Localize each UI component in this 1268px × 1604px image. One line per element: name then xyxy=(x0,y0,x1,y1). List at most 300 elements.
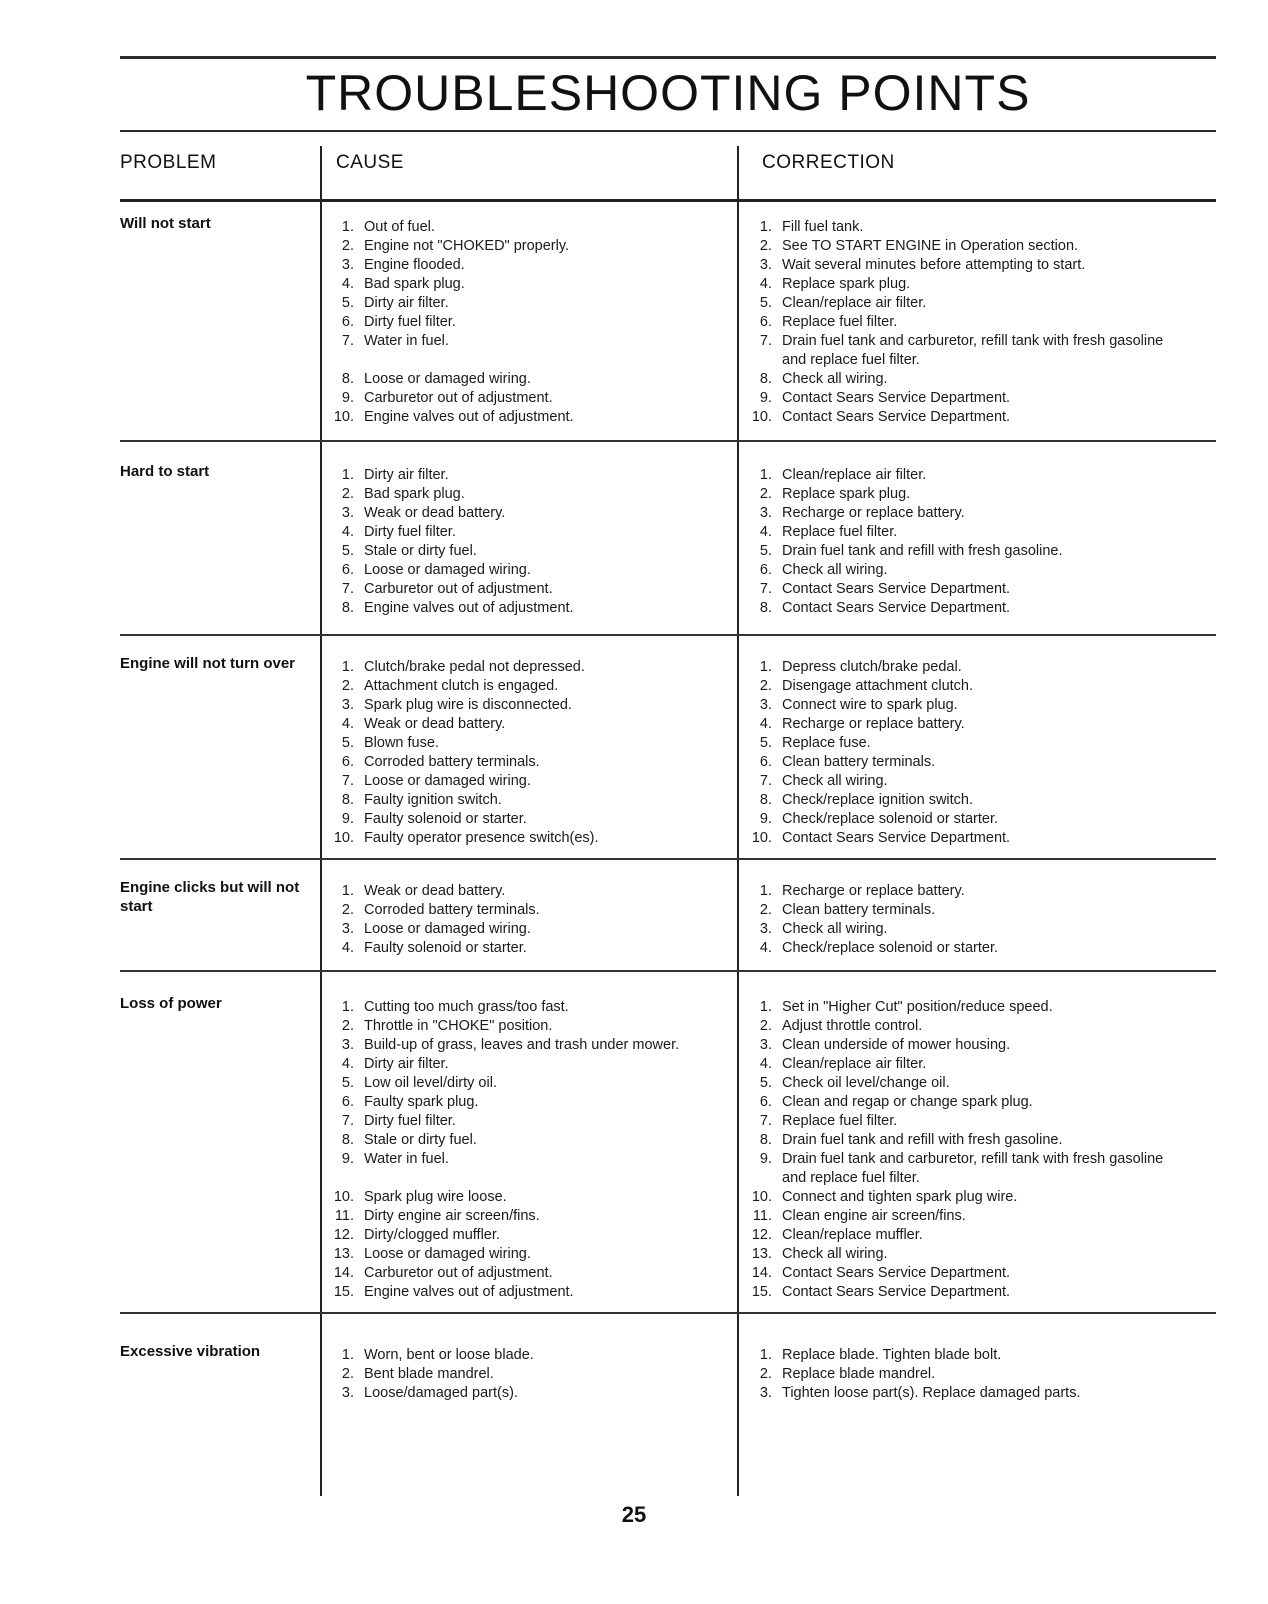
list-item xyxy=(750,408,1190,427)
problem-label: Engine will not turn over xyxy=(120,655,296,672)
list-item xyxy=(332,294,727,313)
item-number: 7. xyxy=(759,581,772,597)
item-text: Recharge or replace battery. xyxy=(782,716,965,732)
item-number: 7. xyxy=(341,333,354,349)
item-text: Engine not "CHOKED" properly. xyxy=(364,238,570,254)
item-number: 10. xyxy=(751,830,772,846)
list-item xyxy=(332,882,727,901)
list-item xyxy=(332,715,727,734)
item-text: Check oil level/change oil. xyxy=(782,1075,950,1091)
item-text: Water in fuel. xyxy=(364,333,449,349)
item-text: Dirty fuel filter. xyxy=(364,314,456,330)
item-text: Bad spark plug. xyxy=(364,276,465,292)
list-item xyxy=(750,1207,1190,1226)
list-item xyxy=(332,677,727,696)
list-item xyxy=(332,920,727,939)
item-number: 9. xyxy=(341,811,354,827)
item-text: Fill fuel tank. xyxy=(782,219,864,235)
item-number: 6. xyxy=(759,1094,772,1110)
item-number: 7. xyxy=(341,581,354,597)
list-item xyxy=(750,237,1190,256)
item-text: Stale or dirty fuel. xyxy=(364,1132,477,1148)
item-text: Contact Sears Service Department. xyxy=(782,830,1011,846)
item-number: 1. xyxy=(341,999,354,1015)
item-text: Faulty spark plug. xyxy=(364,1094,479,1110)
item-text: Contact Sears Service Department. xyxy=(782,581,1011,597)
item-text: Faulty operator presence switch(es). xyxy=(364,830,599,846)
list-item xyxy=(332,1207,727,1226)
list-item xyxy=(332,313,727,332)
column-divider-cause xyxy=(320,146,322,1496)
header-cause: CAUSE xyxy=(336,152,404,173)
list-item xyxy=(750,561,1190,580)
section-4 xyxy=(120,990,1216,1300)
item-number: 10. xyxy=(333,830,354,846)
list-item xyxy=(750,882,1190,901)
list-item xyxy=(750,1017,1190,1036)
correction-list xyxy=(750,658,1190,848)
problem-label: Hard to start xyxy=(120,463,210,480)
correction-list xyxy=(750,998,1190,1302)
list-item xyxy=(332,901,727,920)
problem-label: Excessive vibration xyxy=(120,1343,261,1360)
item-text: Blown fuse. xyxy=(364,735,439,751)
list-item xyxy=(332,275,727,294)
item-number: 5. xyxy=(759,543,772,559)
list-item xyxy=(332,256,727,275)
item-number: 10. xyxy=(333,1189,354,1205)
list-item xyxy=(332,753,727,772)
item-text: Check all wiring. xyxy=(782,1246,888,1262)
list-item xyxy=(332,408,727,427)
list-item xyxy=(750,734,1190,753)
list-item xyxy=(750,256,1190,275)
item-text: Drain fuel tank and refill with fresh gasoline. xyxy=(782,1132,1063,1148)
item-number: 2. xyxy=(759,238,772,254)
item-text: Wait several minutes before attempting to start. xyxy=(782,257,1086,273)
list-item xyxy=(332,810,727,829)
item-text: Worn, bent or loose blade. xyxy=(364,1347,534,1363)
list-item xyxy=(332,580,727,599)
item-text: Weak or dead battery. xyxy=(364,883,506,899)
list-item xyxy=(332,237,727,256)
item-number: 1. xyxy=(341,659,354,675)
item-text: Check/replace solenoid or starter. xyxy=(782,811,998,827)
list-item xyxy=(332,485,727,504)
item-text: Contact Sears Service Department. xyxy=(782,1265,1011,1281)
list-item xyxy=(332,939,727,958)
item-text: Spark plug wire is disconnected. xyxy=(364,697,572,713)
item-number: 5. xyxy=(341,735,354,751)
list-item xyxy=(750,901,1190,920)
item-text: Bent blade mandrel. xyxy=(364,1366,494,1382)
list-item xyxy=(750,1150,1190,1188)
problem-label: Loss of power xyxy=(120,995,222,1012)
list-item xyxy=(750,542,1190,561)
item-number: 1. xyxy=(759,1347,772,1363)
item-text: Dirty fuel filter. xyxy=(364,524,456,540)
correction-list xyxy=(750,466,1190,618)
item-text: Faulty solenoid or starter. xyxy=(364,940,527,956)
item-number: 13. xyxy=(751,1246,772,1262)
list-item xyxy=(332,829,727,848)
list-item xyxy=(750,753,1190,772)
item-number: 6. xyxy=(341,314,354,330)
item-text: Check all wiring. xyxy=(782,773,888,789)
list-item xyxy=(332,1188,727,1207)
item-number: 8. xyxy=(341,792,354,808)
item-text: Dirty/clogged muffler. xyxy=(364,1227,500,1243)
item-number: 2. xyxy=(341,678,354,694)
section-1 xyxy=(120,458,1216,616)
item-number: 5. xyxy=(341,1075,354,1091)
list-item xyxy=(750,998,1190,1017)
section-rule xyxy=(120,858,1216,860)
list-item xyxy=(750,1055,1190,1074)
item-number: 13. xyxy=(333,1246,354,1262)
item-text: Attachment clutch is engaged. xyxy=(364,678,559,694)
list-item xyxy=(332,1346,727,1365)
item-number: 4. xyxy=(341,276,354,292)
item-number: 4. xyxy=(759,276,772,292)
item-number: 3. xyxy=(341,921,354,937)
item-text: Out of fuel. xyxy=(364,219,435,235)
item-number: 6. xyxy=(341,754,354,770)
list-item xyxy=(750,829,1190,848)
item-text: Clean engine air screen/fins. xyxy=(782,1208,966,1224)
cause-list xyxy=(332,218,727,427)
item-number: 15. xyxy=(751,1284,772,1300)
list-item xyxy=(332,1131,727,1150)
item-text: Recharge or replace battery. xyxy=(782,883,965,899)
item-number: 4. xyxy=(759,716,772,732)
item-text: Engine valves out of adjustment. xyxy=(364,409,574,425)
header-problem: PROBLEM xyxy=(120,152,217,173)
list-item xyxy=(750,772,1190,791)
header-correction: CORRECTION xyxy=(762,152,895,173)
list-item xyxy=(332,1384,727,1403)
item-text: Corroded battery terminals. xyxy=(364,902,540,918)
item-number: 3. xyxy=(759,505,772,521)
item-text: Stale or dirty fuel. xyxy=(364,543,477,559)
item-number: 3. xyxy=(759,921,772,937)
item-number: 7. xyxy=(759,1113,772,1129)
list-item xyxy=(332,561,727,580)
list-item xyxy=(750,1365,1190,1384)
correction-list xyxy=(750,218,1190,427)
item-number: 9. xyxy=(759,1151,772,1167)
item-number: 4. xyxy=(759,1056,772,1072)
list-item xyxy=(750,523,1190,542)
column-divider-correction xyxy=(737,146,739,1496)
section-5 xyxy=(120,1338,1216,1401)
list-item xyxy=(750,939,1190,958)
list-item xyxy=(332,599,727,618)
item-number: 2. xyxy=(759,1366,772,1382)
list-item xyxy=(332,1017,727,1036)
list-item xyxy=(750,1226,1190,1245)
item-text: Low oil level/dirty oil. xyxy=(364,1075,497,1091)
item-text: Throttle in "CHOKE" position. xyxy=(364,1018,553,1034)
list-item xyxy=(750,1093,1190,1112)
list-item xyxy=(332,998,727,1017)
item-number: 2. xyxy=(759,486,772,502)
list-item xyxy=(332,332,727,370)
cause-list xyxy=(332,1346,727,1403)
item-text: Clean underside of mower housing. xyxy=(782,1037,1011,1053)
item-number: 3. xyxy=(759,697,772,713)
list-item xyxy=(750,275,1190,294)
item-number: 2. xyxy=(759,678,772,694)
item-number: 9. xyxy=(759,390,772,406)
item-text: Clean battery terminals. xyxy=(782,754,936,770)
list-item xyxy=(332,504,727,523)
list-item xyxy=(750,810,1190,829)
section-rule xyxy=(120,1312,1216,1314)
item-text: Clean and regap or change spark plug. xyxy=(782,1094,1033,1110)
item-number: 1. xyxy=(341,467,354,483)
item-text: Weak or dead battery. xyxy=(364,505,506,521)
item-number: 7. xyxy=(759,333,772,349)
item-text: Replace fuel filter. xyxy=(782,1113,898,1129)
list-item xyxy=(332,1093,727,1112)
item-text: Clean battery terminals. xyxy=(782,902,936,918)
item-number: 7. xyxy=(341,773,354,789)
item-number: 5. xyxy=(759,735,772,751)
list-item xyxy=(332,389,727,408)
item-number: 7. xyxy=(341,1113,354,1129)
item-text: Carburetor out of adjustment. xyxy=(364,581,553,597)
list-item xyxy=(332,1036,727,1055)
list-item xyxy=(332,734,727,753)
item-number: 8. xyxy=(759,600,772,616)
section-rule xyxy=(120,440,1216,442)
item-text: Clean/replace air filter. xyxy=(782,295,927,311)
item-text: Dirty fuel filter. xyxy=(364,1113,456,1129)
item-number: 5. xyxy=(341,543,354,559)
cause-list xyxy=(332,658,727,848)
list-item xyxy=(750,658,1190,677)
item-number: 9. xyxy=(341,1151,354,1167)
item-number: 2. xyxy=(759,1018,772,1034)
item-text: Replace spark plug. xyxy=(782,276,911,292)
item-number: 7. xyxy=(759,773,772,789)
list-item xyxy=(750,599,1190,618)
item-text: Loose or damaged wiring. xyxy=(364,371,531,387)
item-number: 5. xyxy=(759,1075,772,1091)
item-text: Clean/replace air filter. xyxy=(782,467,927,483)
item-text: Replace spark plug. xyxy=(782,486,911,502)
item-text: Set in "Higher Cut" position/reduce speed. xyxy=(782,999,1053,1015)
header-rule xyxy=(120,199,1216,202)
item-number: 6. xyxy=(759,754,772,770)
item-text: Faulty ignition switch. xyxy=(364,792,502,808)
item-number: 2. xyxy=(341,486,354,502)
item-text: Water in fuel. xyxy=(364,1151,449,1167)
problem-label: Will not start xyxy=(120,215,211,232)
list-item xyxy=(332,218,727,237)
item-text: Loose/damaged part(s). xyxy=(364,1385,518,1401)
section-0 xyxy=(120,210,1216,425)
list-item xyxy=(750,677,1190,696)
list-item xyxy=(750,485,1190,504)
list-item xyxy=(750,218,1190,237)
list-item xyxy=(750,389,1190,408)
item-number: 11. xyxy=(752,1208,772,1224)
list-item xyxy=(332,1264,727,1283)
list-item xyxy=(750,332,1190,370)
item-number: 8. xyxy=(759,792,772,808)
item-number: 2. xyxy=(341,1018,354,1034)
item-number: 8. xyxy=(341,371,354,387)
list-item xyxy=(332,542,727,561)
list-item xyxy=(332,1055,727,1074)
item-number: 2. xyxy=(341,1366,354,1382)
list-item xyxy=(750,466,1190,485)
item-number: 9. xyxy=(759,811,772,827)
item-number: 4. xyxy=(341,716,354,732)
item-text: Replace fuel filter. xyxy=(782,524,898,540)
item-text: Carburetor out of adjustment. xyxy=(364,1265,553,1281)
item-text: Check all wiring. xyxy=(782,371,888,387)
item-text: Connect wire to spark plug. xyxy=(782,697,958,713)
item-text: Recharge or replace battery. xyxy=(782,505,965,521)
item-number: 1. xyxy=(341,883,354,899)
item-text: Adjust throttle control. xyxy=(782,1018,923,1034)
item-number: 4. xyxy=(759,524,772,540)
item-number: 1. xyxy=(341,219,354,235)
item-text: Cutting too much grass/too fast. xyxy=(364,999,569,1015)
list-item xyxy=(332,1226,727,1245)
item-text: Contact Sears Service Department. xyxy=(782,390,1011,406)
item-number: 8. xyxy=(341,600,354,616)
item-number: 4. xyxy=(341,940,354,956)
item-text: Clean/replace muffler. xyxy=(782,1227,923,1243)
cause-list xyxy=(332,882,727,958)
list-item xyxy=(750,294,1190,313)
item-text: Loose or damaged wiring. xyxy=(364,921,531,937)
list-item xyxy=(332,658,727,677)
item-number: 3. xyxy=(759,1037,772,1053)
item-number: 3. xyxy=(341,1385,354,1401)
item-text: Dirty air filter. xyxy=(364,295,449,311)
cause-list xyxy=(332,466,727,618)
item-text: Check/replace solenoid or starter. xyxy=(782,940,998,956)
correction-list xyxy=(750,1346,1190,1403)
item-number: 3. xyxy=(341,505,354,521)
item-number: 9. xyxy=(341,390,354,406)
list-item xyxy=(332,1245,727,1264)
list-item xyxy=(750,1264,1190,1283)
list-item xyxy=(332,696,727,715)
item-number: 3. xyxy=(759,257,772,273)
item-text: Clean/replace air filter. xyxy=(782,1056,927,1072)
item-number: 3. xyxy=(341,257,354,273)
item-number: 6. xyxy=(759,562,772,578)
item-number: 8. xyxy=(759,371,772,387)
list-item xyxy=(750,791,1190,810)
item-number: 4. xyxy=(341,1056,354,1072)
item-number: 6. xyxy=(341,1094,354,1110)
item-text: Check all wiring. xyxy=(782,921,888,937)
item-text: Dirty air filter. xyxy=(364,467,449,483)
list-item xyxy=(332,370,727,389)
item-text: Check all wiring. xyxy=(782,562,888,578)
item-text: Drain fuel tank and refill with fresh gasoline. xyxy=(782,543,1063,559)
item-text: Clutch/brake pedal not depressed. xyxy=(364,659,585,675)
section-rule xyxy=(120,634,1216,636)
page-number: 25 xyxy=(621,1502,647,1527)
item-text: Loose or damaged wiring. xyxy=(364,1246,531,1262)
list-item xyxy=(750,1283,1190,1302)
list-item xyxy=(750,696,1190,715)
item-number: 14. xyxy=(751,1265,772,1281)
section-3 xyxy=(120,874,1216,956)
item-text: Drain fuel tank and carburetor, refill tank with fresh gasoline and replace fuel filter. xyxy=(782,1151,1164,1186)
item-number: 6. xyxy=(759,314,772,330)
item-text: Contact Sears Service Department. xyxy=(782,409,1011,425)
item-number: 5. xyxy=(759,295,772,311)
item-number: 1. xyxy=(759,659,772,675)
item-text: Engine valves out of adjustment. xyxy=(364,600,574,616)
cause-list xyxy=(332,998,727,1302)
top-rule xyxy=(120,56,1216,59)
item-text: Carburetor out of adjustment. xyxy=(364,390,553,406)
item-text: Build-up of grass, leaves and trash under mower. xyxy=(364,1037,680,1053)
item-text: Loose or damaged wiring. xyxy=(364,562,531,578)
item-text: Engine valves out of adjustment. xyxy=(364,1284,574,1300)
list-item xyxy=(750,1112,1190,1131)
item-text: Connect and tighten spark plug wire. xyxy=(782,1189,1018,1205)
item-number: 10. xyxy=(333,409,354,425)
item-number: 3. xyxy=(759,1385,772,1401)
item-text: Contact Sears Service Department. xyxy=(782,600,1011,616)
title-rule xyxy=(120,130,1216,132)
item-number: 2. xyxy=(759,902,772,918)
item-text: Corroded battery terminals. xyxy=(364,754,540,770)
item-number: 1. xyxy=(341,1347,354,1363)
list-item xyxy=(332,466,727,485)
list-item xyxy=(332,1283,727,1302)
item-text: Contact Sears Service Department. xyxy=(782,1284,1011,1300)
item-text: Check/replace ignition switch. xyxy=(782,792,974,808)
list-item xyxy=(750,313,1190,332)
item-number: 4. xyxy=(341,524,354,540)
correction-list xyxy=(750,882,1190,958)
item-text: Depress clutch/brake pedal. xyxy=(782,659,962,675)
list-item xyxy=(750,1188,1190,1207)
section-rule xyxy=(120,970,1216,972)
item-number: 4. xyxy=(759,940,772,956)
list-item xyxy=(750,1245,1190,1264)
item-number: 15. xyxy=(333,1284,354,1300)
item-number: 12. xyxy=(333,1227,354,1243)
list-item xyxy=(332,1074,727,1093)
item-number: 2. xyxy=(341,902,354,918)
list-item xyxy=(332,523,727,542)
item-number: 3. xyxy=(341,697,354,713)
item-number: 14. xyxy=(333,1265,354,1281)
list-item xyxy=(750,1131,1190,1150)
list-item xyxy=(750,1074,1190,1093)
item-number: 5. xyxy=(341,295,354,311)
item-text: Dirty air filter. xyxy=(364,1056,449,1072)
item-text: Disengage attachment clutch. xyxy=(782,678,974,694)
list-item xyxy=(332,791,727,810)
list-item xyxy=(750,920,1190,939)
item-number: 1. xyxy=(759,219,772,235)
problem-label: Engine clicks but will not start xyxy=(120,879,300,915)
